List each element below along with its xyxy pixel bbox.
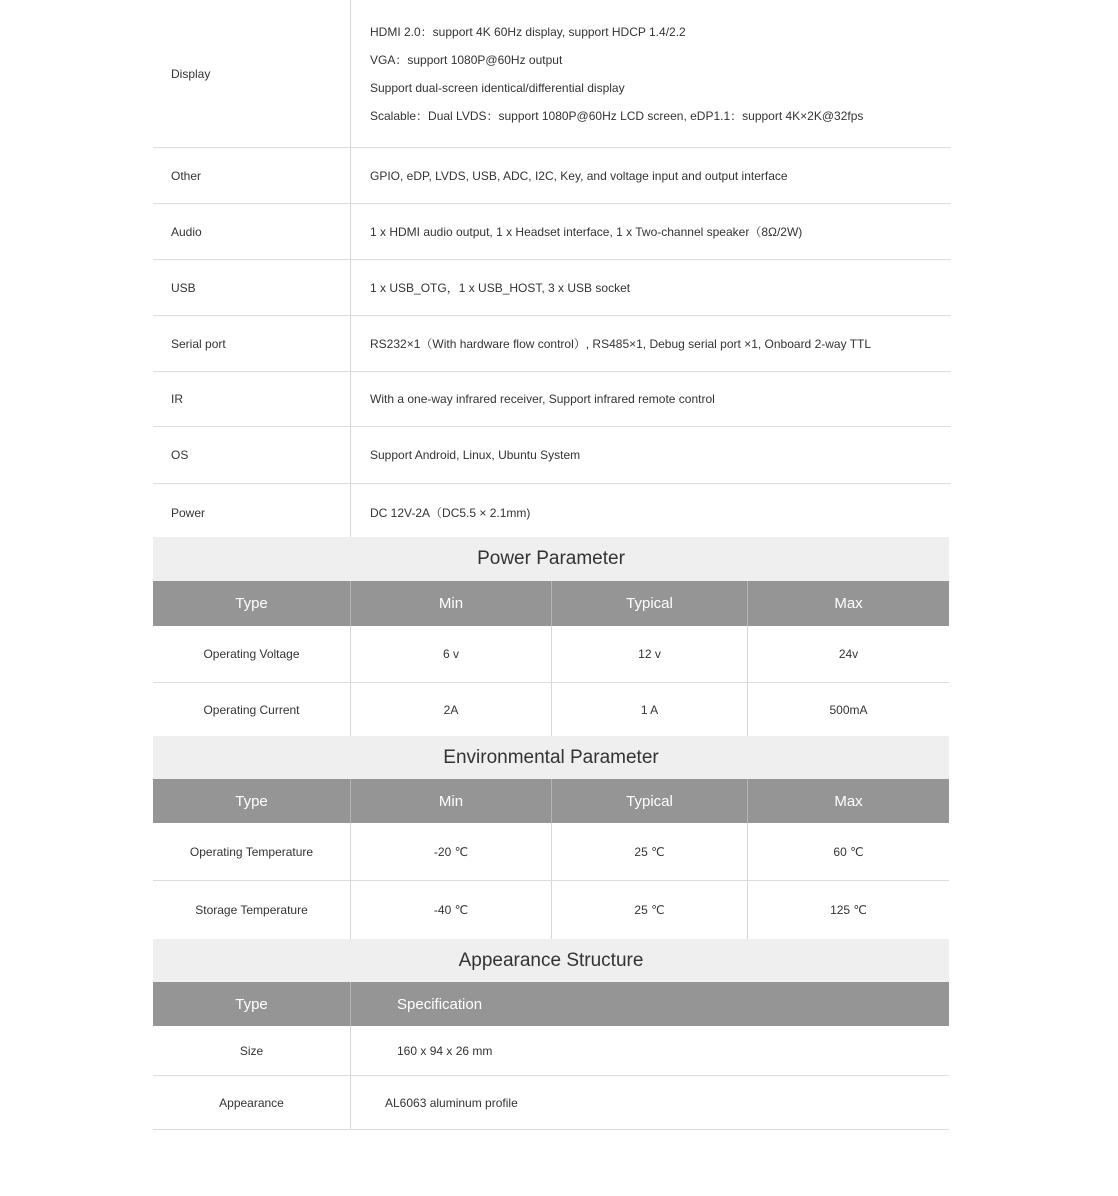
cell-type: Operating Current <box>203 703 300 717</box>
cell-typical: 1 A <box>640 703 659 717</box>
spec-row-display <box>153 0 951 148</box>
cell-min: -20 ℃ <box>433 844 469 859</box>
spec-table <box>153 0 951 541</box>
spec-value <box>370 484 941 541</box>
spec-label: Display <box>171 66 211 81</box>
header-max: Max <box>834 792 863 810</box>
environmental-parameter-section <box>153 736 949 939</box>
table-row <box>153 1026 949 1076</box>
spec-value-line: HDMI 2.0：support 4K 60Hz display, support HDCP 1.4/2.2 <box>370 24 686 39</box>
cell-max: 24v <box>838 647 859 661</box>
spec-label: Serial port <box>171 336 226 351</box>
spec-value-line: 1 x HDMI audio output, 1 x Headset interface, 1 x Two-channel speaker（8Ω/2W) <box>370 224 803 239</box>
header-type: Type <box>235 792 268 810</box>
spec-label: Other <box>171 168 202 183</box>
spec-value-line: 1 x USB_OTG，1 x USB_HOST, 3 x USB socket <box>370 280 631 295</box>
table-row <box>153 683 949 737</box>
cell-min: 6 v <box>442 647 459 661</box>
power-parameter-section <box>153 537 949 737</box>
section-title: Power Parameter <box>153 537 949 581</box>
cell-max: 500mA <box>829 703 868 717</box>
spec-value-line: With a one-way infrared receiver, Support infrared remote control <box>370 392 715 406</box>
spec-label: Power <box>171 505 206 520</box>
spec-row-ir <box>153 372 951 427</box>
cell-type: Size <box>239 1043 264 1058</box>
spec-value-line: Scalable：Dual LVDS：support 1080P@60Hz LCD screen, eDP1.1：support 4K×2K@32fps <box>370 108 864 123</box>
spec-label: IR <box>171 392 183 406</box>
header-typical: Typical <box>626 792 673 810</box>
header-specification: Specification <box>397 995 483 1013</box>
header-typical: Typical <box>626 595 673 612</box>
spec-value-line: VGA：support 1080P@60Hz output <box>370 52 563 67</box>
cell-specification: AL6063 aluminum profile <box>385 1095 518 1110</box>
table-header <box>153 779 949 823</box>
table-row <box>153 626 949 683</box>
spec-value-line: Support Android, Linux, Ubuntu System <box>370 448 581 462</box>
spec-value <box>370 0 941 147</box>
spec-row-power <box>153 484 951 541</box>
spec-row-audio <box>153 204 951 260</box>
spec-value <box>370 427 941 483</box>
spec-value <box>370 148 941 203</box>
spec-row-serial-port <box>153 316 951 372</box>
table-row <box>153 823 949 881</box>
cell-typical: 25 ℃ <box>634 903 665 917</box>
spec-label: USB <box>171 280 196 295</box>
header-min: Min <box>438 595 464 612</box>
spec-row-usb <box>153 260 951 316</box>
spec-row-os <box>153 427 951 484</box>
spec-value <box>370 316 941 371</box>
cell-max: 125 ℃ <box>830 903 867 917</box>
table-header <box>153 581 949 626</box>
spec-row-other <box>153 148 951 204</box>
spec-value-line: DC 12V-2A（DC5.5 × 2.1mm) <box>370 505 531 520</box>
spec-value <box>370 372 941 426</box>
cell-min: 2A <box>443 703 459 717</box>
table-row <box>153 881 949 939</box>
header-type: Type <box>235 595 268 612</box>
spec-label: OS <box>171 448 189 462</box>
header-max: Max <box>834 595 863 612</box>
spec-value-line: RS232×1（With hardware flow control）, RS485×1, Debug serial port ×1, Onboard 2-way TTL <box>370 336 872 351</box>
cell-typical: 12 v <box>638 647 661 661</box>
cell-type: Appearance <box>219 1095 284 1110</box>
spec-value-line: Support dual-screen identical/differential display <box>370 80 625 95</box>
cell-type: Operating Temperature <box>189 844 314 859</box>
cell-typical: 25 ℃ <box>634 844 665 859</box>
spec-value <box>370 260 941 315</box>
cell-min: -40 ℃ <box>433 903 469 917</box>
table-row <box>153 1076 949 1130</box>
header-type: Type <box>235 995 268 1013</box>
cell-max: 60 ℃ <box>833 844 864 859</box>
appearance-structure-section <box>153 939 949 1130</box>
table-header <box>153 982 949 1026</box>
section-title: Appearance Structure <box>153 939 949 982</box>
spec-value <box>370 204 941 259</box>
header-min: Min <box>438 792 464 810</box>
cell-specification: 160 x 94 x 26 mm <box>397 1043 493 1058</box>
section-title: Environmental Parameter <box>153 736 949 779</box>
spec-label: Audio <box>171 224 202 239</box>
spec-value-line: GPIO, eDP, LVDS, USB, ADC, I2C, Key, and voltage input and output interface <box>370 168 788 183</box>
cell-type: Operating Voltage <box>203 647 300 661</box>
cell-type: Storage Temperature <box>195 903 308 917</box>
